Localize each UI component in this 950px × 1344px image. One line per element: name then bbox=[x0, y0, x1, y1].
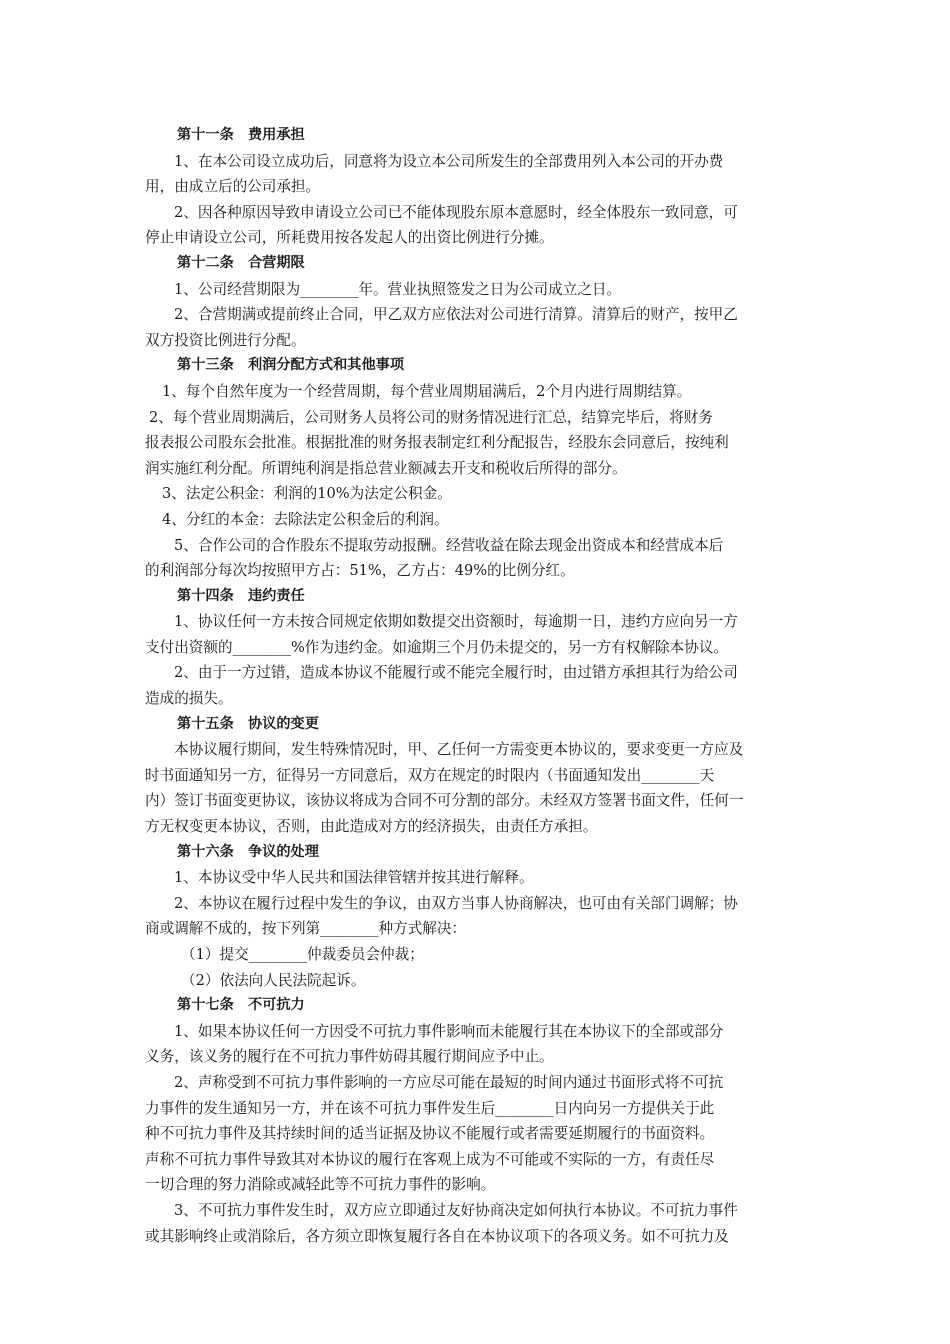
paragraph-line: 停止申请设立公司，所耗费用按各发起人的出资比例进行分摊。 bbox=[145, 229, 554, 247]
paragraph-line: 2、每个营业周期满后，公司财务人员将公司的财务情况进行汇总，结算完毕后，将财务 bbox=[149, 408, 713, 426]
paragraph-line: 声称不可抗力事件导致其对本协议的履行在客观上成为不可能或不实际的一方，有责任尽 bbox=[145, 1150, 715, 1168]
paragraph-line: 5、合作公司的合作股东不提取劳动报酬。经营收益在除去现金出资成本和经营成本后 bbox=[174, 536, 724, 554]
paragraph-line: 4、分红的本金：去除法定公积金后的利润。 bbox=[162, 510, 449, 528]
paragraph-line: 的利润部分每次均按照甲方占：51%，乙方占：49%的比例分红。 bbox=[145, 562, 575, 580]
paragraph-line: 一切合理的努力消除或减轻此等不可抗力事件的影响。 bbox=[145, 1176, 496, 1194]
paragraph-line: 支付出资额的________%作为违约金。如逾期三个月仍未提交的，另一方有权解除本协议。 bbox=[145, 638, 729, 656]
paragraph-line: 2、由于一方过错，造成本协议不能履行或不能完全履行时，由过错方承担其行为给公司 bbox=[174, 664, 738, 682]
paragraph-line: 时书面通知另一方，征得另一方同意后，双方在规定的时限内（书面通知发出________天 bbox=[145, 766, 715, 784]
paragraph-line: 2、因各种原因导致申请设立公司已不能体现股东原本意愿时，经全体股东一致同意，可 bbox=[174, 203, 738, 221]
paragraph-line: 本协议履行期间，发生特殊情况时，甲、乙任何一方需变更本协议的，要求变更一方应及 bbox=[174, 741, 744, 759]
paragraph-line: 3、法定公积金：利润的10%为法定公积金。 bbox=[162, 485, 452, 503]
section-heading: 第十二条 合营期限 bbox=[177, 254, 305, 271]
paragraph-line: 1、如果本协议任何一方因受不可抗力事件影响而未能履行其在本协议下的全部或部分 bbox=[174, 1022, 724, 1040]
paragraph-line: （1）提交________仲裁委员会仲裁； bbox=[181, 946, 424, 963]
section-heading: 第十三条 利润分配方式和其他事项 bbox=[177, 357, 405, 374]
paragraph-line: 1、公司经营期限为________年。营业执照签发之日为公司成立之日。 bbox=[174, 280, 622, 298]
paragraph-line: 报表报公司股东会批准。根据批准的财务报表制定红利分配报告，经股东会同意后，按纯利 bbox=[145, 434, 729, 452]
paragraph-line: 2、本协议在履行过程中发生的争议，由双方当事人协商解决，也可由有关部门调解；协 bbox=[174, 894, 738, 912]
paragraph-line: 双方投资比例进行分配。 bbox=[145, 331, 306, 349]
paragraph-line: 用，由成立后的公司承担。 bbox=[145, 178, 321, 196]
document-body bbox=[145, 123, 810, 1249]
paragraph-line: 2、声称受到不可抗力事件影响的一方应尽可能在最短的时间内通过书面形式将不可抗 bbox=[174, 1073, 724, 1091]
paragraph-line: 造成的损失。 bbox=[145, 690, 233, 708]
paragraph-line: 商或调解不成的，按下列第________种方式解决： bbox=[145, 920, 467, 938]
paragraph-line: 义务，该义务的履行在不可抗力事件妨碍其履行期间应予中止。 bbox=[145, 1048, 554, 1066]
paragraph-line: 3、不可抗力事件发生时，双方应立即通过友好协商决定如何执行本协议。不可抗力事件 bbox=[174, 1201, 738, 1219]
section-heading: 第十四条 违约责任 bbox=[177, 587, 305, 604]
section-heading: 第十六条 争议的处理 bbox=[177, 843, 319, 860]
section-heading: 第十五条 协议的变更 bbox=[177, 715, 319, 732]
paragraph-line: 种不可抗力事件及其持续时间的适当证据及协议不能履行或者需要延期履行的书面资料。 bbox=[145, 1125, 715, 1143]
paragraph-line: 1、协议任何一方未按合同规定依期如数提交出资额时，每逾期一日，违约方应向另一方 bbox=[174, 613, 738, 631]
paragraph-line: 力事件的发生通知另一方，并在该不可抗力事件发生后________日内向另一方提供关于此 bbox=[145, 1099, 715, 1117]
paragraph-line: 1、每个自然年度为一个经营周期，每个营业周期届满后，2个月内进行周期结算。 bbox=[162, 382, 692, 400]
section-heading: 第十一条 费用承担 bbox=[177, 127, 305, 143]
paragraph-line: 方无权变更本协议，否则，由此造成对方的经济损失，由责任方承担。 bbox=[145, 818, 598, 836]
paragraph-line: 1、本协议受中华人民共和国法律管辖并按其进行解释。 bbox=[174, 869, 534, 887]
paragraph-line: 2、合营期满或提前终止合同，甲乙双方应依法对公司进行清算。清算后的财产，按甲乙 bbox=[174, 306, 738, 324]
paragraph-line: 1、在本公司设立成功后，同意将为设立本公司所发生的全部费用列入本公司的开办费 bbox=[174, 152, 724, 170]
paragraph-line: （2）依法向人民法院起诉。 bbox=[181, 971, 366, 989]
paragraph-line: 或其影响终止或消除后，各方须立即恢复履行各自在本协议项下的各项义务。如不可抗力及 bbox=[145, 1227, 729, 1245]
paragraph-line: 内）签订书面变更协议，该协议将成为合同不可分割的部分。未经双方签署书面文件，任何一 bbox=[145, 792, 744, 810]
paragraph-line: 润实施红利分配。所谓纯利润是指总营业额减去开支和税收后所得的部分。 bbox=[145, 459, 627, 477]
section-heading: 第十七条 不可抗力 bbox=[177, 997, 305, 1014]
